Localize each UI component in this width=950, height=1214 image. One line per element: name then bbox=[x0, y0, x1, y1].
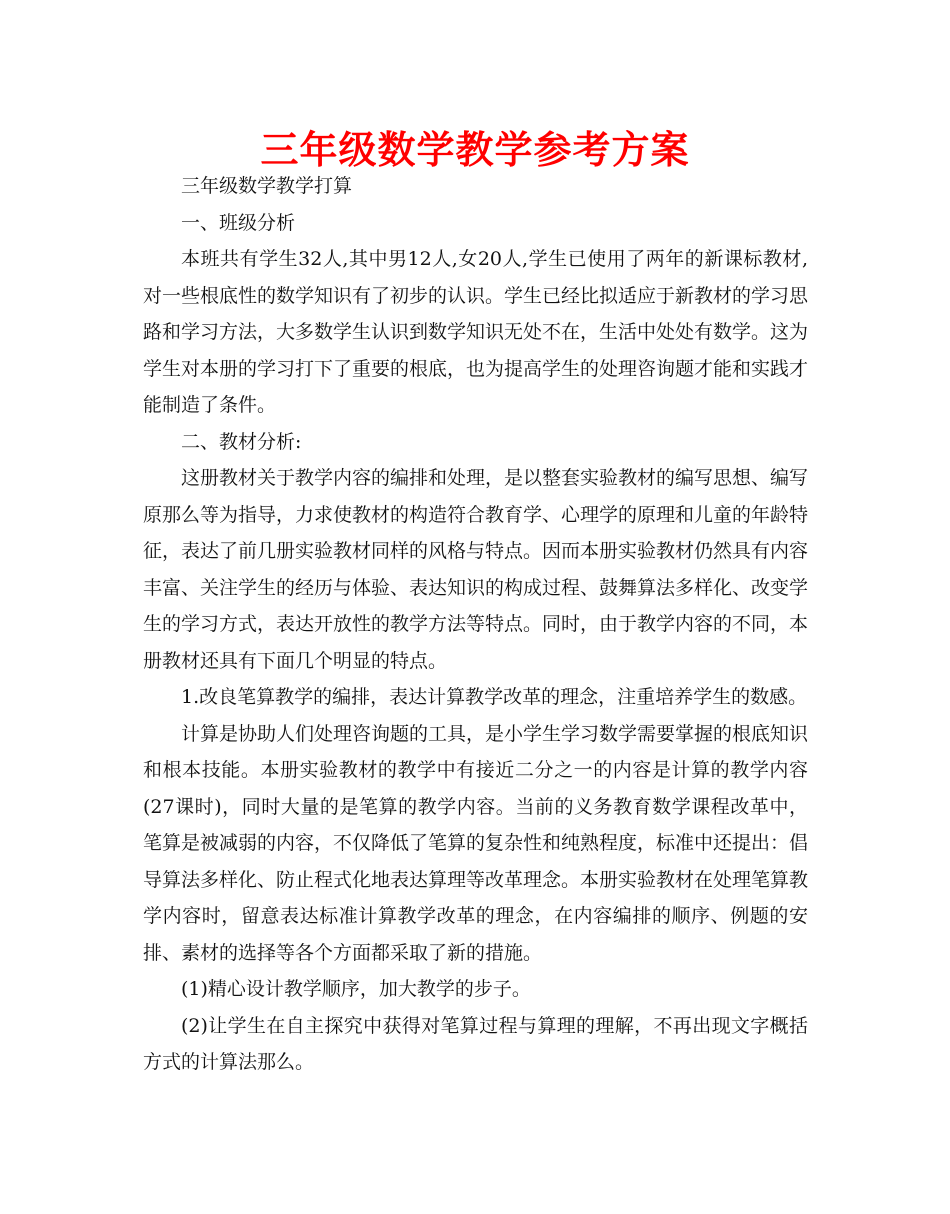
page-title: 三年级数学教学参考方案 bbox=[260, 128, 690, 172]
document-body bbox=[143, 168, 808, 1081]
paragraph-section-class-analysis: 一、班级分析 bbox=[181, 211, 296, 234]
paragraph-subpoint-1: (1)精心设计教学顺序，加大教学的步子。 bbox=[181, 978, 531, 1000]
paragraph-point-1: 1.改良笔算教学的编排，表达计算教学改革的理念，注重培养学生的数感。 bbox=[181, 686, 808, 708]
paragraph-textbook-analysis: 这册教材关于教学内容的编排和处理，是以整套实验教材的编写思想、编写原那么等为指导，力求使教材的构造符合教育学、心理学的原理和儿童的年龄特征，表达了前几册实验教材同样的风格与特点。因而本册实验教材仍然具有内容丰富、关注学生的经历与体验、表达知识的构成过程、鼓舞算法多样化、改变学生的学习方式，表达开放性的教学方法等特点。同时，由于教学内容的不同，本册教材还具有下面几个明显的特点。 bbox=[143, 467, 809, 672]
paragraph-class-analysis: 本班共有学生32人,其中男12人,女20人,学生已使用了两年的新课标教材,对一些根底性的数学知识有了初步的认识。学生已经比拟适应于新教材的学习思路和学习方法，大多数学生认识到数学知识无处不在，生活中处处有数学。这为学生对本册的学习打下了重要的根底，也为提高学生的处理咨询题才能和实践才能制造了条件。 bbox=[143, 248, 809, 416]
paragraph-calculation: 计算是协助人们处理咨询题的工具，是小学生学习数学需要掌握的根底知识和根本技能。本册实验教材的教学中有接近二分之一的内容是计算的教学内容(27课时)，同时大量的是笔算的教学内容。当前的义务教育数学课程改革中，笔算是被减弱的内容，不仅降低了笔算的复杂性和纯熟程度，标准中还提出：倡导算法多样化、防止程式化地表达算理等改革理念。本册实验教材在处理笔算教学内容时，留意表达标准计算教学改革的理念，在内容编排的顺序、例题的安排、素材的选择等各个方面都采取了新的措施。 bbox=[143, 722, 809, 964]
paragraph-subpoint-2: (2)让学生在自主探究中获得对笔算过程与算理的理解，不再出现文字概括方式的计算法那么。 bbox=[143, 1014, 808, 1073]
paragraph-section-textbook-analysis: 二、教材分析: bbox=[181, 430, 302, 453]
paragraph-plan-heading: 三年级数学教学打算 bbox=[181, 175, 353, 197]
